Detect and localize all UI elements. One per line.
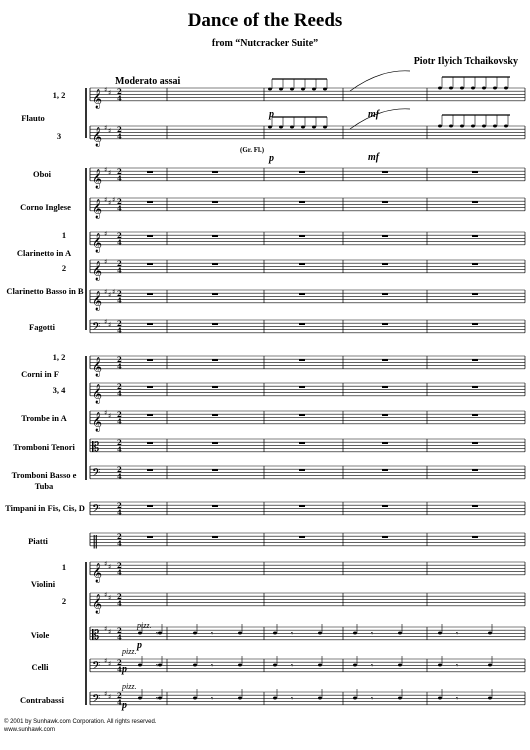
pizz-contrabassi: pizz. [122, 682, 137, 691]
note-head [438, 87, 442, 90]
sharp-icon: ♯ [104, 690, 108, 698]
whole-rest [472, 386, 478, 388]
eighth-rest-icon: 𝄾 [291, 629, 294, 638]
whole-rest [212, 536, 218, 538]
time-signature-bottom: 4 [117, 204, 122, 213]
note-head [193, 664, 197, 667]
whole-rest [299, 469, 305, 471]
whole-rest [212, 263, 218, 265]
clef-icon: 𝄞 [92, 126, 103, 147]
clef-icon: 𝄞 [92, 290, 103, 311]
whole-rest [299, 323, 305, 325]
sharp-icon: ♯ [104, 230, 108, 238]
time-signature-bottom: 4 [117, 665, 122, 674]
label-violini: Violini [30, 579, 56, 589]
whole-rest [212, 201, 218, 203]
note-head [398, 632, 402, 635]
note-head [158, 632, 162, 635]
label-timpani: Timpani in Fis, Cis, D [5, 503, 85, 513]
clef-icon: ‖ [92, 533, 99, 549]
whole-rest [299, 442, 305, 444]
note-head [279, 88, 283, 91]
whole-rest [147, 442, 153, 444]
whole-rest [299, 414, 305, 416]
clef-icon: 𝄞 [92, 411, 103, 432]
whole-rest [472, 505, 478, 507]
note-head [353, 697, 357, 700]
eighth-rest-icon: 𝄾 [456, 694, 459, 703]
clef-icon: 𝄞 [92, 168, 103, 189]
clef-icon: 𝄡 [92, 627, 100, 643]
whole-rest [147, 171, 153, 173]
eighth-rest-icon: 𝄾 [456, 629, 459, 638]
label-clarinetto: Clarinetto in A [16, 248, 72, 258]
clef-icon: 𝄞 [92, 260, 103, 281]
note-head [482, 125, 486, 128]
label-oboi: Oboi [33, 169, 51, 179]
label-violini-1: 1 [61, 562, 67, 572]
label-celli: Celli [31, 662, 49, 672]
note-head [353, 632, 357, 635]
whole-rest [147, 386, 153, 388]
whole-rest [382, 201, 388, 203]
time-signature-bottom: 4 [117, 633, 122, 642]
label-flauto-3: 3 [56, 131, 62, 141]
time-signature-top: 2 [117, 465, 122, 474]
whole-rest [299, 536, 305, 538]
sharp-icon: ♯ [104, 560, 108, 568]
note-head [398, 697, 402, 700]
label-tromboni-basso: Tromboni Basso e Tuba [11, 470, 77, 491]
footer-copyright: © 2001 by Sunhawk.com Corporation. All rights reserved. [4, 719, 157, 725]
sharp-icon: ♯ [108, 169, 112, 177]
whole-rest [472, 263, 478, 265]
whole-rest [212, 505, 218, 507]
whole-rest [212, 171, 218, 173]
whole-rest [472, 359, 478, 361]
whole-rest [472, 469, 478, 471]
sharp-icon: ♯ [104, 591, 108, 599]
note-head [504, 125, 508, 128]
note-head [353, 664, 357, 667]
whole-rest [472, 442, 478, 444]
eighth-rest-icon: 𝄾 [291, 694, 294, 703]
whole-rest [382, 442, 388, 444]
whole-rest [472, 323, 478, 325]
note-head [273, 697, 277, 700]
time-signature-top: 2 [117, 658, 122, 667]
sharp-icon: ♯ [104, 288, 108, 296]
note-head [193, 632, 197, 635]
note-head [504, 87, 508, 90]
time-signature-top: 2 [117, 626, 122, 635]
whole-rest [147, 323, 153, 325]
label-clarinetto-basso: Clarinetto Basso in B [6, 286, 84, 296]
eighth-rest-icon: 𝄾 [156, 694, 159, 703]
note-head [138, 664, 142, 667]
note-head [268, 126, 272, 129]
label-clarinetto-2: 2 [61, 263, 67, 273]
dynamic-p-flute3: p [269, 153, 274, 164]
time-signature-top: 2 [117, 259, 122, 268]
time-signature-bottom: 4 [117, 599, 122, 608]
clef-icon: 𝄢 [92, 659, 101, 675]
time-signature-bottom: 4 [117, 539, 122, 548]
whole-rest [472, 171, 478, 173]
whole-rest [299, 505, 305, 507]
whole-rest [147, 359, 153, 361]
eighth-rest-icon: 𝄾 [211, 629, 214, 638]
whole-rest [147, 263, 153, 265]
clef-icon: 𝄞 [92, 232, 103, 253]
whole-rest [299, 293, 305, 295]
label-tromboni-tenori: Tromboni Tenori [13, 442, 75, 452]
note-head [193, 697, 197, 700]
whole-rest [299, 263, 305, 265]
note-head [460, 125, 464, 128]
whole-rest [212, 293, 218, 295]
sharp-icon: ♯ [108, 127, 112, 135]
time-signature-top: 2 [117, 289, 122, 298]
note-head [488, 664, 492, 667]
time-signature-top: 2 [117, 501, 122, 510]
whole-rest [212, 359, 218, 361]
note-head [301, 126, 305, 129]
note-head [449, 125, 453, 128]
whole-rest [382, 386, 388, 388]
note-head [438, 697, 442, 700]
score-subtitle: from “Nutcracker Suite” [211, 38, 319, 49]
sharp-icon: ♯ [104, 258, 108, 266]
sharp-icon: ♯ [108, 199, 112, 207]
note-head [398, 664, 402, 667]
label-corni-1-2: 1, 2 [52, 352, 66, 362]
clef-icon: 𝄞 [92, 356, 103, 377]
eighth-rest-icon: 𝄾 [371, 629, 374, 638]
label-viole: Viole [30, 630, 50, 640]
time-signature-bottom: 4 [117, 296, 122, 305]
dynamic-mf-flute: mf [368, 109, 380, 120]
whole-rest [382, 414, 388, 416]
note-head [493, 87, 497, 90]
sharp-icon: ♯ [108, 660, 112, 668]
dynamic-p-flute: p [269, 109, 274, 120]
whole-rest [212, 386, 218, 388]
dynamic-p-celli: p [122, 664, 127, 675]
whole-rest [382, 235, 388, 237]
time-signature-top: 2 [117, 532, 122, 541]
sharp-icon: ♯ [108, 291, 112, 299]
whole-rest [382, 293, 388, 295]
clef-icon: 𝄢 [92, 692, 101, 708]
whole-rest [299, 386, 305, 388]
composer-name: Piotr Ilyich Tchaikovsky [413, 56, 518, 67]
time-signature-bottom: 4 [117, 174, 122, 183]
note-head [158, 697, 162, 700]
whole-rest [299, 171, 305, 173]
note-head [488, 697, 492, 700]
sharp-icon: ♯ [108, 321, 112, 329]
note-head [471, 125, 475, 128]
whole-rest [147, 469, 153, 471]
label-corno-inglese: Corno Inglese [20, 202, 71, 212]
note-head [138, 697, 142, 700]
time-signature-top: 2 [117, 125, 122, 134]
whole-rest [382, 359, 388, 361]
whole-rest [382, 505, 388, 507]
whole-rest [472, 201, 478, 203]
eighth-rest-icon: 𝄾 [371, 661, 374, 670]
sharp-icon: ♯ [108, 412, 112, 420]
note-head [312, 88, 316, 91]
whole-rest [147, 235, 153, 237]
note-head [449, 87, 453, 90]
label-contrabassi: Contrabassi [20, 695, 64, 705]
time-signature-bottom: 4 [117, 238, 122, 247]
time-signature-top: 2 [117, 691, 122, 700]
time-signature-bottom: 4 [117, 445, 122, 454]
clef-icon: 𝄞 [92, 562, 103, 583]
time-signature-top: 2 [117, 561, 122, 570]
time-signature-top: 2 [117, 231, 122, 240]
whole-rest [212, 469, 218, 471]
sharp-icon: ♯ [104, 166, 108, 174]
time-signature-bottom: 4 [117, 389, 122, 398]
eighth-rest-icon: 𝄾 [156, 629, 159, 638]
label-clarinetto-1: 1 [61, 230, 67, 240]
note-head [273, 664, 277, 667]
whole-rest [212, 235, 218, 237]
sharp-icon: ♯ [108, 89, 112, 97]
label-flauto-1-2: 1, 2 [52, 90, 66, 100]
note-head [493, 125, 497, 128]
whole-rest [212, 414, 218, 416]
time-signature-bottom: 4 [117, 362, 122, 371]
note-head [323, 88, 327, 91]
note-head [279, 126, 283, 129]
sharp-icon: ♯ [104, 318, 108, 326]
label-flauto: Flauto [21, 113, 45, 123]
note-head [438, 125, 442, 128]
note-head [158, 664, 162, 667]
sharp-icon: ♯ [112, 196, 116, 204]
whole-rest [382, 536, 388, 538]
pizz-celli: pizz. [122, 647, 137, 656]
sharp-icon: ♯ [104, 124, 108, 132]
note-head [238, 664, 242, 667]
tempo-marking: Moderato assai [115, 76, 181, 87]
label-corni-3-4: 3, 4 [52, 385, 66, 395]
note-head [318, 697, 322, 700]
whole-rest [382, 323, 388, 325]
label-piatti: Piatti [28, 536, 48, 546]
whole-rest [382, 469, 388, 471]
note-head [438, 632, 442, 635]
note-head [482, 87, 486, 90]
whole-rest [147, 201, 153, 203]
clef-icon: 𝄡 [92, 439, 100, 455]
clef-icon: 𝄞 [92, 383, 103, 404]
time-signature-top: 2 [117, 197, 122, 206]
sharp-icon: ♯ [108, 628, 112, 636]
time-signature-bottom: 4 [117, 698, 122, 707]
note-head [318, 632, 322, 635]
clef-icon: 𝄞 [92, 198, 103, 219]
time-signature-top: 2 [117, 382, 122, 391]
whole-rest [472, 414, 478, 416]
time-signature-top: 2 [117, 410, 122, 419]
note-head [488, 632, 492, 635]
note-head [290, 88, 294, 91]
note-head [238, 697, 242, 700]
note-head [460, 87, 464, 90]
note-head [471, 87, 475, 90]
sharp-icon: ♯ [104, 86, 108, 94]
clef-icon: 𝄢 [92, 502, 101, 518]
whole-rest [472, 536, 478, 538]
whole-rest [299, 235, 305, 237]
whole-rest [382, 171, 388, 173]
time-signature-top: 2 [117, 87, 122, 96]
time-signature-bottom: 4 [117, 508, 122, 517]
clef-icon: 𝄞 [92, 593, 103, 614]
time-signature-top: 2 [117, 319, 122, 328]
sharp-icon: ♯ [104, 196, 108, 204]
whole-rest [147, 293, 153, 295]
note-head [273, 632, 277, 635]
sharp-icon: ♯ [104, 409, 108, 417]
eighth-rest-icon: 𝄾 [371, 694, 374, 703]
gr-fl-annotation: (Gr. Fl.) [240, 146, 265, 154]
whole-rest [382, 263, 388, 265]
note-head [323, 126, 327, 129]
note-head [268, 88, 272, 91]
time-signature-top: 2 [117, 167, 122, 176]
eighth-rest-icon: 𝄾 [156, 661, 159, 670]
time-signature-top: 2 [117, 438, 122, 447]
sharp-icon: ♯ [112, 288, 116, 296]
note-head [301, 88, 305, 91]
label-violini-2: 2 [61, 596, 67, 606]
eighth-rest-icon: 𝄾 [211, 694, 214, 703]
clef-icon: 𝄞 [92, 88, 103, 109]
note-head [318, 664, 322, 667]
note-head [138, 632, 142, 635]
whole-rest [472, 235, 478, 237]
sharp-icon: ♯ [108, 693, 112, 701]
label-fagotti: Fagotti [29, 322, 55, 332]
time-signature-bottom: 4 [117, 417, 122, 426]
note-head [438, 664, 442, 667]
score-title: Dance of the Reeds [187, 10, 343, 31]
time-signature-bottom: 4 [117, 326, 122, 335]
pizz-viole: pizz. [137, 621, 152, 630]
sharp-icon: ♯ [108, 563, 112, 571]
whole-rest [299, 359, 305, 361]
time-signature-bottom: 4 [117, 94, 122, 103]
note-head [312, 126, 316, 129]
clef-icon: 𝄢 [92, 320, 101, 336]
clef-icon: 𝄢 [92, 466, 101, 482]
time-signature-bottom: 4 [117, 568, 122, 577]
whole-rest [472, 293, 478, 295]
time-signature-bottom: 4 [117, 266, 122, 275]
note-head [290, 126, 294, 129]
eighth-rest-icon: 𝄾 [211, 661, 214, 670]
sharp-icon: ♯ [104, 625, 108, 633]
whole-rest [147, 414, 153, 416]
whole-rest [147, 536, 153, 538]
whole-rest [299, 201, 305, 203]
time-signature-top: 2 [117, 355, 122, 364]
eighth-rest-icon: 𝄾 [456, 661, 459, 670]
time-signature-bottom: 4 [117, 132, 122, 141]
time-signature-bottom: 4 [117, 472, 122, 481]
label-corni: Corni in F [21, 369, 59, 379]
time-signature-top: 2 [117, 592, 122, 601]
note-head [238, 632, 242, 635]
whole-rest [212, 442, 218, 444]
dynamic-mf-flute3: mf [368, 152, 380, 163]
sharp-icon: ♯ [108, 594, 112, 602]
whole-rest [212, 323, 218, 325]
footer-website: www.sunhawk.com [4, 727, 56, 733]
whole-rest [147, 505, 153, 507]
dynamic-p-viole: p [137, 640, 142, 651]
eighth-rest-icon: 𝄾 [291, 661, 294, 670]
sharp-icon: ♯ [104, 657, 108, 665]
label-trombe: Trombe in A [21, 413, 67, 423]
dynamic-p-contrabassi: p [122, 700, 127, 711]
